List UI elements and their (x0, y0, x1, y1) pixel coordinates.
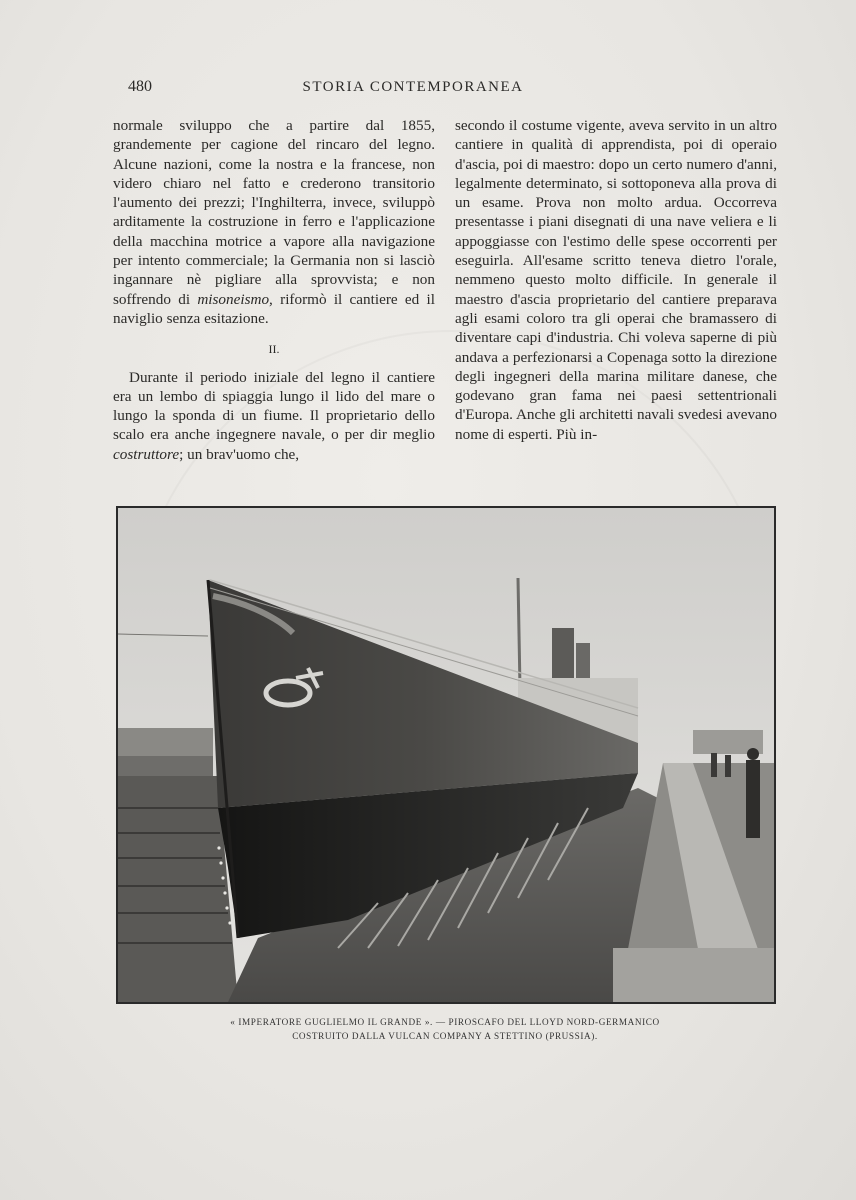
ship-in-drydock-photo (118, 508, 774, 1002)
page-number: 480 (128, 78, 152, 95)
italic-term: costruttore (113, 445, 180, 463)
section-number: II. (268, 342, 280, 357)
ship-photo (116, 506, 776, 1004)
left-column (113, 116, 435, 464)
running-head (128, 78, 768, 100)
caption-line: COSTRUITO DALLA VULCAN COMPANY A STETTINO (PRUSSIA). (292, 1031, 598, 1041)
paragraph: normale sviluppo che a partire dal 1855, grandemente per cagione del rincaro del legno. Alcune nazioni, come la nostra e la francese, non videro chiaro nel fatto e crederono transitorio l'aumento dei prezzi; l'Inghilterra, invece, sviluppò arditamente la costruzione in ferro e l'applicazione della macchina motrice a vapore alla navigazione per intento commerciale; la Germania non si lasciò ingannare nè pigliare alla sprovvista; e non soffrendo di misoneismo, riformò il cantiere ed il naviglio senza esitazione. (113, 117, 435, 327)
running-title: STORIA CONTEMPORANEA (302, 79, 524, 95)
paragraph: secondo il costume vigente, aveva servito in un altro cantiere in qualità di apprendista, poi di operaio d'ascia, poi di maestro: dopo un certo numero d'anni, legalmente determinato, si sottoponeva alla prova di un esame. Prova non molto ardua. Occorreva presentasse i piani disegnati di una nave veliera e li appoggiasse con l'estimo delle spese occorrenti per eseguirla. All'esame scritto teneva dietro l'orale, nemmeno questo molto difficile. In generale il maestro d'ascia proprietario del cantiere preparava agli esami coloro tra gli operai che bramassero di diventare capi d'industria. Chi voleva saperne di più andava a perfezionarsi a Copenaga sotto la direzione degli ingegneri della marina militare danese, che godevano gran fama nei paesi settentrionali d'Europa. Anche gli architetti navali svedesi avevano nome di esperti. Più in- (455, 117, 777, 443)
right-column (455, 116, 777, 444)
italic-term: misoneismo (197, 290, 270, 308)
paragraph: Durante il periodo iniziale del legno il cantiere era un lembo di spiaggia lungo il lido del mare o lungo la sponda di un fiume. Il proprietario dello scalo era anche ingegnere navale, o per dir meglio costruttore; un brav'uomo che, (113, 368, 435, 463)
figure-caption (120, 1015, 770, 1043)
caption-line: « IMPERATORE GUGLIELMO IL GRANDE ». — PIROSCAFO DEL LLOYD NORD-GERMANICO (230, 1017, 660, 1027)
